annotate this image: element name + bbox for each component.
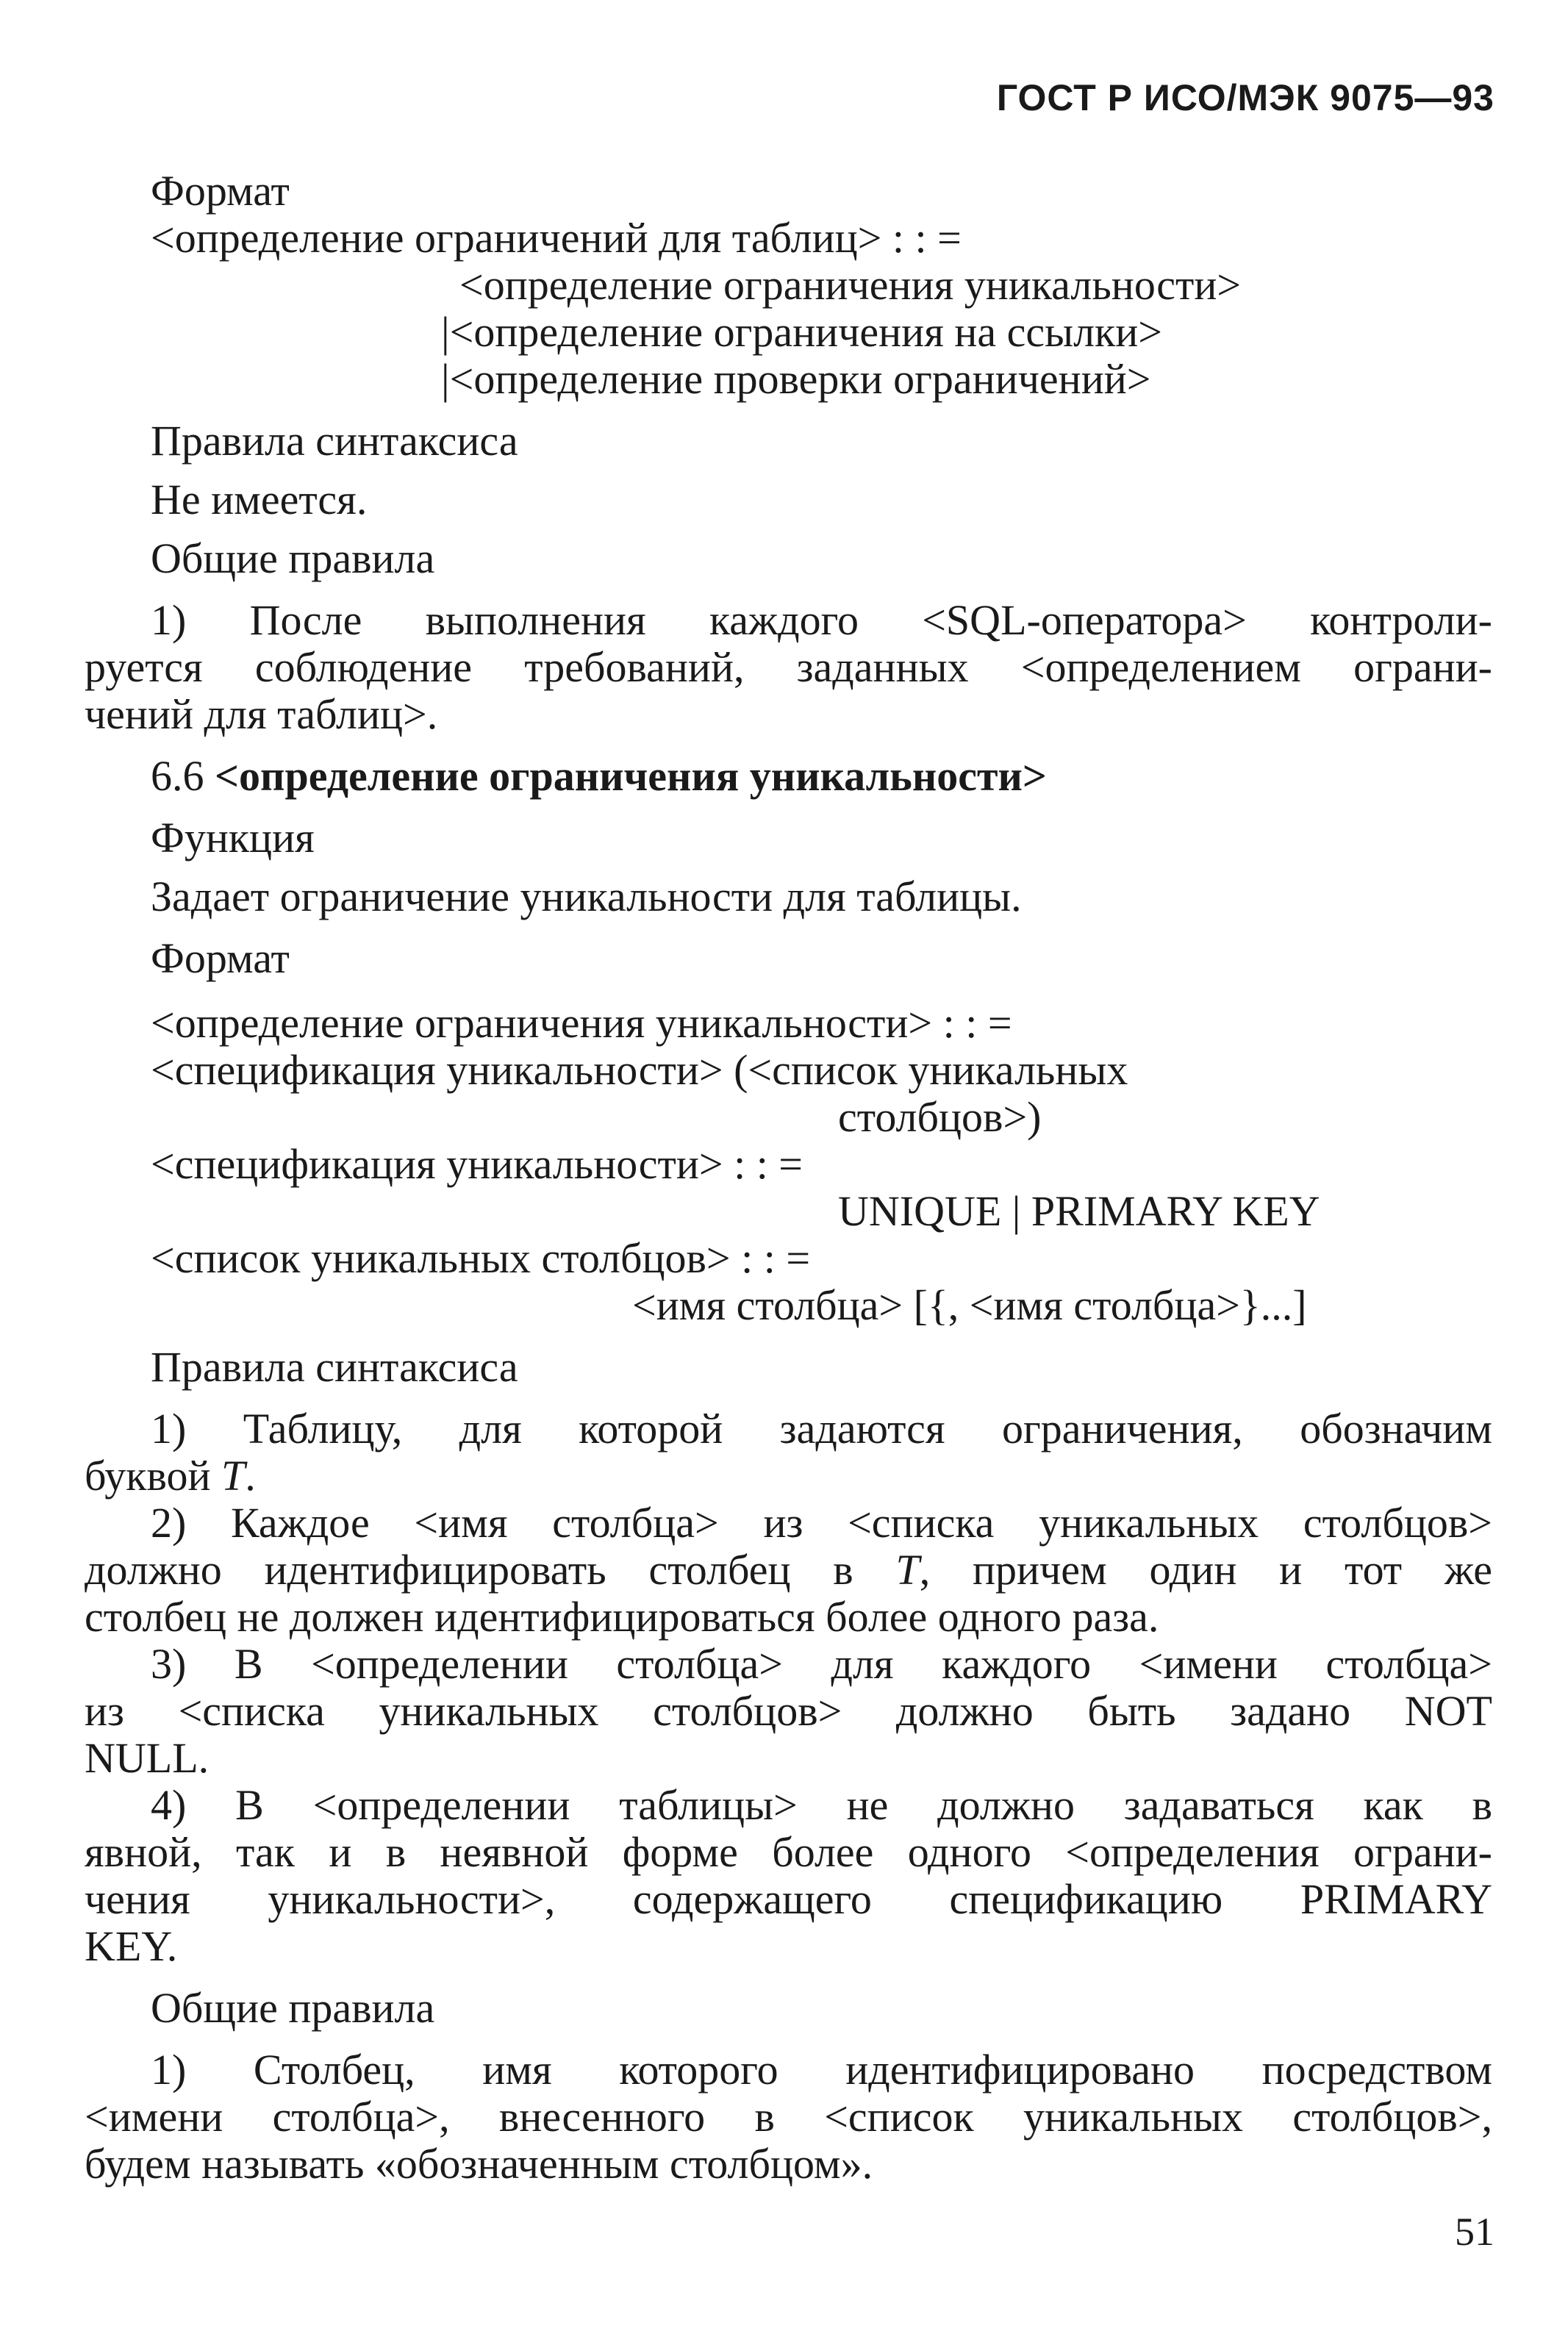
syntax-heading: Правила синтаксиса xyxy=(151,417,518,465)
syntax-rule-line: 3) В <определении столбца> для каждого <имени столбца> xyxy=(151,1640,1492,1688)
syntax-rule-line: NULL. xyxy=(85,1734,210,1782)
section-title: <определение ограничения уникальности> xyxy=(215,752,1047,800)
syntax-rule-line: 1) Таблицу, для которой задаются ограничения, обозначим xyxy=(151,1405,1492,1453)
section-heading xyxy=(151,753,1047,800)
general-rule-line: 1) После выполнения каждого <SQL-оператора> контроли- xyxy=(151,596,1492,644)
function-heading: Функция xyxy=(151,814,315,862)
document-code-header: ГОСТ Р ИСО/МЭК 9075—93 xyxy=(996,77,1494,118)
general-rule-line: будем называть «обозначенным столбцом». xyxy=(85,2140,873,2188)
syntax-heading: Правила синтаксиса xyxy=(151,1343,518,1391)
function-text: Задает ограничение уникальности для таблицы. xyxy=(151,873,1022,920)
general-rule-line: руется соблюдение требований, заданных <определением ограни- xyxy=(85,643,1492,691)
syntax-rule-line: 4) В <определении таблицы> не должно задаваться как в xyxy=(151,1781,1492,1829)
syntax-rule-line: из <списка уникальных столбцов> должно быть задано NOT xyxy=(85,1687,1492,1735)
format-line: |<определение проверки ограничений> xyxy=(441,355,1151,403)
section-number: 6.6 xyxy=(151,752,204,800)
format-line: UNIQUE | PRIMARY KEY xyxy=(838,1187,1320,1235)
syntax-rule-line: явной, так и в неявной форме более одного <определения ограни- xyxy=(85,1828,1492,1876)
general-rule-line: <имени столбца>, внесенного в <список уникальных столбцов>, xyxy=(85,2093,1492,2141)
format-line: <определение ограничения уникальности> : : = xyxy=(151,999,1012,1047)
general-rules-heading: Общие правила xyxy=(151,1984,435,2032)
syntax-rule-line: 2) Каждое <имя столбца> из <списка уникальных столбцов> xyxy=(151,1499,1492,1547)
format-line: столбцов>) xyxy=(838,1093,1042,1141)
format-heading: Формат xyxy=(151,934,290,982)
format-line: |<определение ограничения на ссылки> xyxy=(441,308,1162,356)
format-line: <список уникальных столбцов> : : = xyxy=(151,1234,811,1282)
format-heading: Формат xyxy=(151,167,290,215)
format-line: <спецификация уникальности> (<список уникальных xyxy=(151,1046,1128,1094)
syntax-rule-line: должно идентифицировать столбец в T, причем один и тот же xyxy=(85,1546,1492,1594)
general-rule-line: чений для таблиц>. xyxy=(85,690,438,738)
general-rules-heading: Общие правила xyxy=(151,534,435,582)
format-line: <определение ограничений для таблиц> : : = xyxy=(151,214,962,262)
page-number: 51 xyxy=(1455,2210,1494,2254)
syntax-rule-line: KEY. xyxy=(85,1922,178,1970)
syntax-rule-line: буквой T. xyxy=(85,1452,256,1500)
format-line: <спецификация уникальности> : : = xyxy=(151,1140,803,1188)
syntax-text: Не имеется. xyxy=(151,476,368,523)
syntax-rule-line: столбец не должен идентифицироваться более одного раза. xyxy=(85,1593,1159,1641)
format-line: <определение ограничения уникальности> xyxy=(459,261,1242,309)
format-line: <имя столбца> [{, <имя столбца>}...] xyxy=(632,1281,1307,1329)
syntax-rule-line: чения уникальности>, содержащего спецификацию PRIMARY xyxy=(85,1875,1492,1923)
general-rule-line: 1) Столбец, имя которого идентифицировано посредством xyxy=(151,2046,1492,2094)
